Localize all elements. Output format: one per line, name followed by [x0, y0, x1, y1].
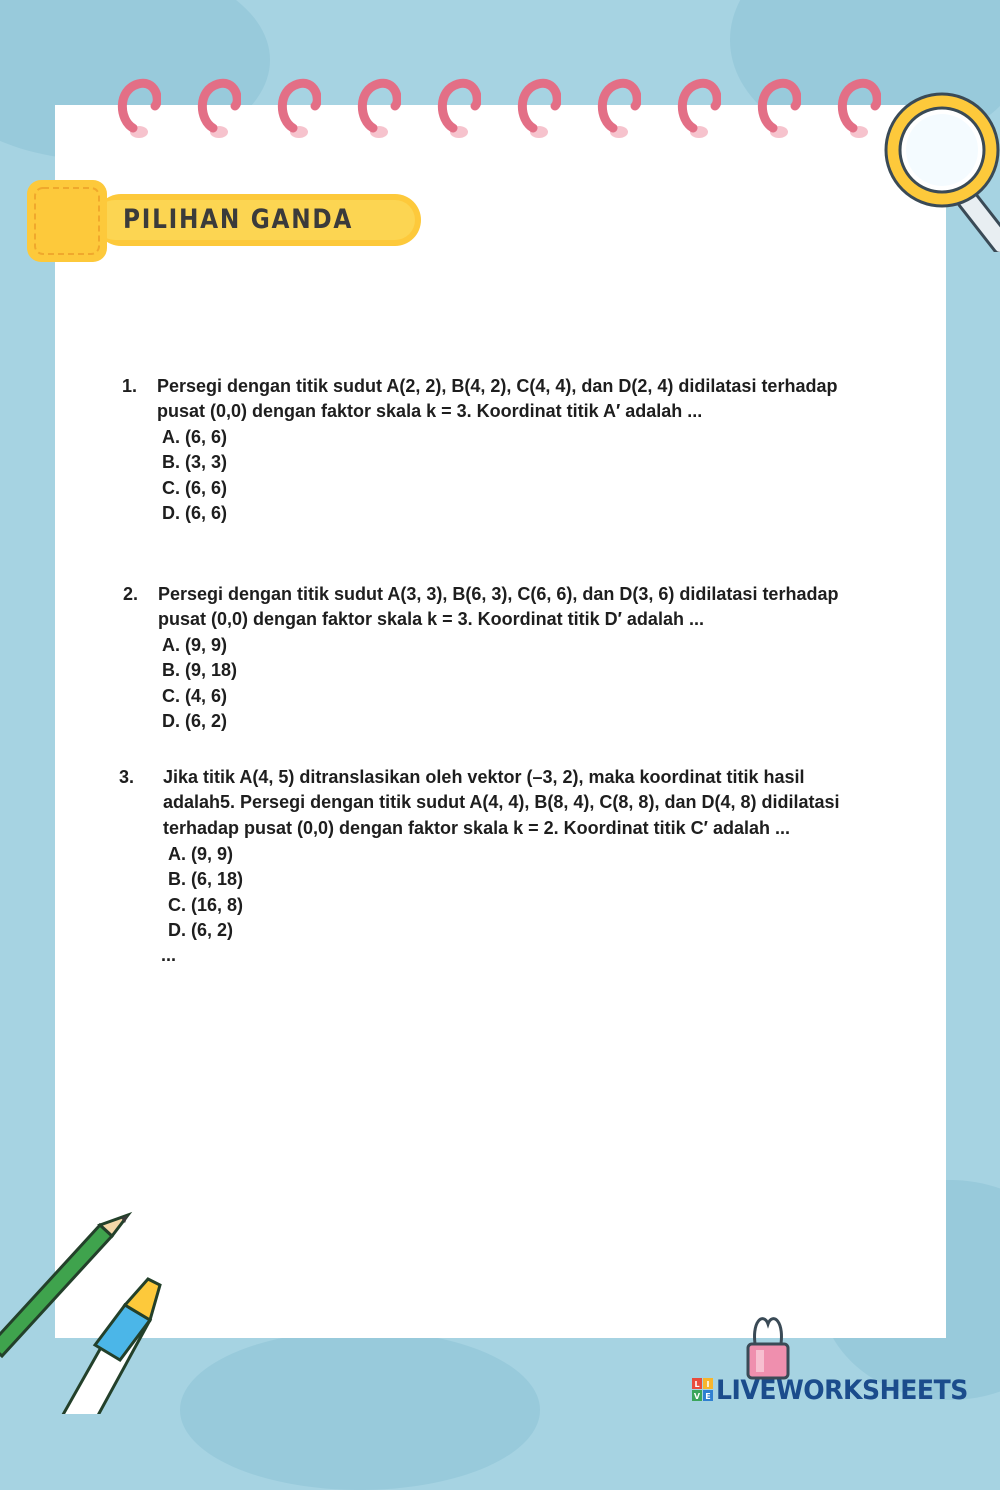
option-c[interactable]: C. (6, 6) — [162, 477, 228, 498]
liveworksheets-logo-icon — [692, 1378, 714, 1402]
logo-text: LIVEWORKSHEETS — [716, 1374, 968, 1406]
option-b[interactable]: B. (6, 18) — [168, 869, 244, 890]
question-3 — [119, 765, 919, 975]
option-d[interactable]: D. (6, 6) — [162, 503, 228, 524]
logo-letter: E — [705, 1392, 711, 1401]
question-line: adalah5. Persegi dengan titik sudut A(4, 4), B(8, 4), C(8, 8), dan D(4, 8) didilatasi — [163, 792, 840, 813]
question-line: pusat (0,0) dengan faktor skala k = 3. Koordinat titik D′ adalah ... — [158, 609, 704, 630]
question-stem — [157, 374, 837, 425]
background-shape — [180, 1330, 540, 1490]
answer-options — [162, 633, 237, 735]
trailing-ellipsis: ... — [161, 945, 177, 965]
magnifier-icon — [880, 82, 1000, 252]
question-stem — [163, 765, 839, 841]
question-line: Persegi dengan titik sudut A(3, 3), B(6, 3), C(6, 6), dan D(3, 6) didilatasi terhadap — [158, 584, 839, 604]
spiral-ring-icon — [595, 76, 641, 142]
spiral-ring-icon — [195, 76, 241, 142]
option-c[interactable]: C. (4, 6) — [162, 685, 228, 706]
page-title: PILIHAN GANDA — [123, 204, 354, 235]
option-a[interactable]: A. (6, 6) — [162, 427, 228, 447]
logo-letter: I — [706, 1380, 710, 1389]
answer-options — [162, 425, 227, 527]
question-line: Persegi dengan titik sudut A(2, 2), B(4, 2), C(4, 4), dan D(2, 4) didilatasi terhadap — [157, 376, 838, 396]
option-c[interactable]: C. (16, 8) — [168, 894, 244, 915]
spiral-ring-icon — [515, 76, 561, 142]
spiral-ring-icon — [835, 76, 881, 142]
question-number: 3. — [119, 767, 135, 787]
spiral-ring-icon — [435, 76, 481, 142]
question-number: 2. — [123, 584, 139, 604]
question-line: pusat (0,0) dengan faktor skala k = 3. Koordinat titik A′ adalah ... — [157, 401, 703, 422]
question-1 — [122, 374, 922, 534]
spiral-ring-icon — [755, 76, 801, 142]
pencils-decoration — [0, 1205, 180, 1414]
question-2 — [123, 582, 923, 742]
spiral-ring-icon — [275, 76, 321, 142]
option-d[interactable]: D. (6, 2) — [168, 920, 234, 941]
option-b[interactable]: B. (9, 18) — [162, 660, 238, 681]
option-a[interactable]: A. (9, 9) — [168, 844, 234, 864]
spiral-ring-icon — [675, 76, 721, 142]
spiral-ring-icon — [115, 76, 161, 142]
spiral-ring-icon — [355, 76, 401, 142]
option-d[interactable]: D. (6, 2) — [162, 711, 228, 732]
logo-letter: L — [694, 1380, 700, 1389]
option-b[interactable]: B. (3, 3) — [162, 452, 228, 473]
binder-clip-icon — [742, 1310, 794, 1382]
question-stem — [158, 582, 838, 633]
question-line: terhadap pusat (0,0) dengan faktor skala k = 2. Koordinat titik C′ adalah ... — [163, 817, 790, 838]
question-number: 1. — [122, 376, 138, 396]
option-a[interactable]: A. (9, 9) — [162, 635, 228, 655]
answer-options — [168, 842, 243, 944]
pen-icon — [60, 1279, 160, 1414]
question-line: Jika titik A(4, 5) ditranslasikan oleh vektor (–3, 2), maka koordinat titik hasil — [163, 767, 805, 787]
liveworksheets-logo[interactable] — [692, 1374, 987, 1406]
logo-letter: V — [693, 1392, 701, 1401]
